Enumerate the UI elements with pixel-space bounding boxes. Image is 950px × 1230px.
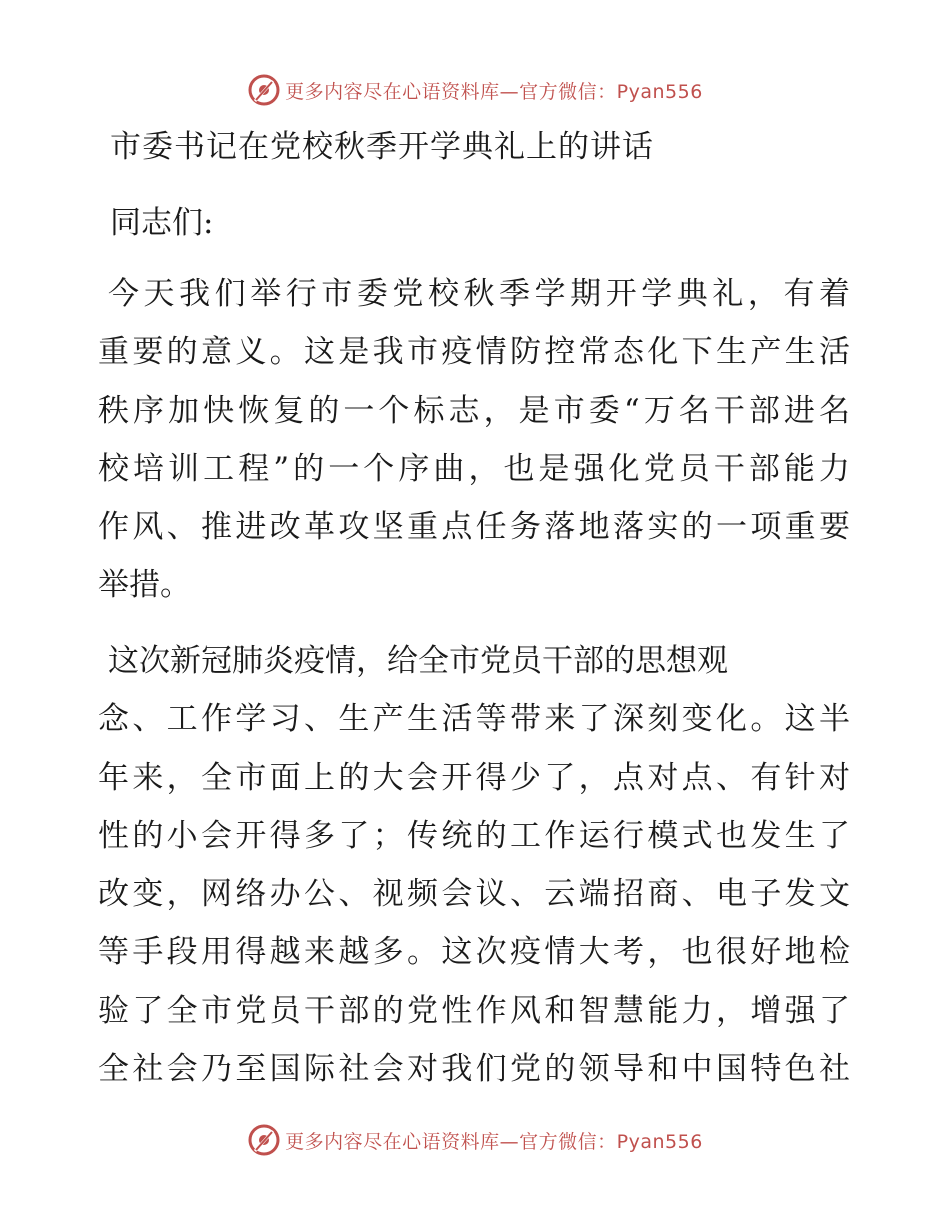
paragraph-line: 举措。 bbox=[98, 567, 191, 604]
paragraph-line: 作风、推进改革攻坚重点任务落地落实的一项重要 bbox=[98, 509, 850, 546]
paragraph-line: 年来，全市面上的大会开得少了，点对点、有针对 bbox=[98, 759, 850, 796]
salutation: 同志们: bbox=[110, 205, 214, 241]
paragraph-line: 性的小会开得多了；传统的工作运行模式也发生了 bbox=[98, 817, 850, 854]
watermark-logo-icon bbox=[247, 1123, 281, 1157]
document-title: 市委书记在党校秋季开学典礼上的讲话 bbox=[110, 129, 654, 165]
paragraph-2 bbox=[98, 632, 850, 1098]
watermark-logo-icon bbox=[247, 73, 281, 107]
watermark-bottom bbox=[0, 1120, 950, 1160]
paragraph-line: 验了全市党员干部的党性作风和智慧能力，增强了 bbox=[98, 992, 850, 1029]
watermark-bottom-text: 更多内容尽在心语资料库—官方微信：Pyan556 bbox=[285, 1130, 703, 1153]
paragraph-line: 改变，网络办公、视频会议、云端招商、电子发文 bbox=[98, 876, 850, 913]
paragraph-line: 今天我们举行市委党校秋季学期开学典礼，有着 bbox=[108, 276, 850, 312]
paragraph-line: 全社会乃至国际社会对我们党的领导和中国特色社 bbox=[98, 1051, 850, 1088]
paragraph-line: 念、工作学习、生产生活等带来了深刻变化。这半 bbox=[98, 701, 850, 738]
paragraph-line: 重要的意义。这是我市疫情防控常态化下生产生活 bbox=[98, 334, 850, 371]
paragraph-line: 校培训工程”的一个序曲，也是强化党员干部能力 bbox=[98, 450, 850, 487]
watermark-top bbox=[0, 70, 950, 110]
paragraph-line: 这次新冠肺炎疫情，给全市党员干部的思想观 bbox=[108, 643, 728, 679]
paragraph-line: 秩序加快恢复的一个标志，是市委“万名干部进名 bbox=[98, 392, 850, 429]
paragraph-1 bbox=[98, 265, 850, 615]
watermark-top-text: 更多内容尽在心语资料库—官方微信：Pyan556 bbox=[285, 80, 703, 103]
paragraph-line: 等手段用得越来越多。这次疫情大考，也很好地检 bbox=[98, 934, 850, 971]
